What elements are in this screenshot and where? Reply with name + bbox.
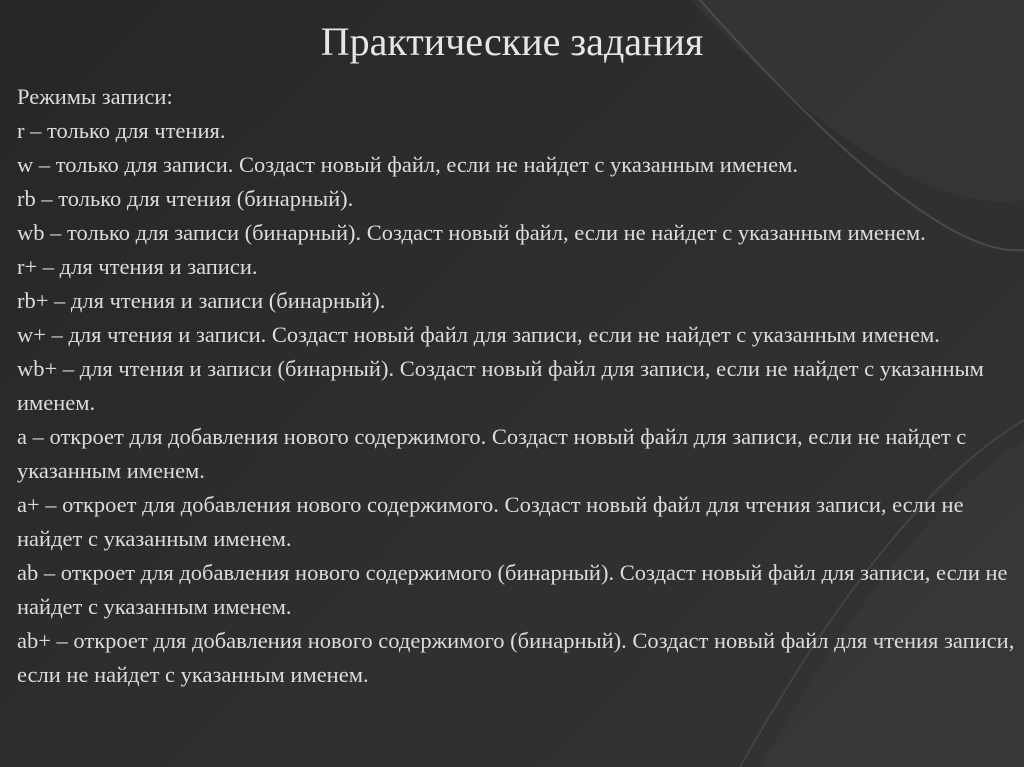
list-item: r+ – для чтения и записи. <box>17 254 258 279</box>
page-title: Практические задания <box>320 19 704 64</box>
list-item: wb – только для записи (бинарный). Создаст новый файл, если не найдет с указанным именем. <box>17 220 926 245</box>
list-item: w – только для записи. Создаст новый файл, если не найдет с указанным именем. <box>17 152 798 177</box>
list-item: a – откроет для добавления нового содержимого. Создаст новый файл для записи, если не найдет с указанным именем. <box>17 424 967 483</box>
list-item: r – только для чтения. <box>17 118 226 143</box>
list-item: rb+ – для чтения и записи (бинарный). <box>17 288 386 313</box>
list-item: w+ – для чтения и записи. Создаст новый файл для записи, если не найдет с указанным именем. <box>17 322 940 347</box>
list-item: rb – только для чтения (бинарный). <box>17 186 354 211</box>
list-item: a+ – откроет для добавления нового содержимого. Создаст новый файл для чтения записи, если не найдет с указанным именем. <box>17 492 964 551</box>
list-item: ab – откроет для добавления нового содержимого (бинарный). Создаст новый файл для записи, если не найдет с указанным именем. <box>17 560 1008 619</box>
list-item: wb+ – для чтения и записи (бинарный). Создаст новый файл для записи, если не найдет с указанным именем. <box>17 356 984 415</box>
mode-list <box>17 80 1017 692</box>
list-item: ab+ – откроет для добавления нового содержимого (бинарный). Создаст новый файл для чтения записи, если не найдет с указанным именем. <box>17 628 1015 687</box>
mode-list-intro: Режимы записи: <box>17 84 173 109</box>
